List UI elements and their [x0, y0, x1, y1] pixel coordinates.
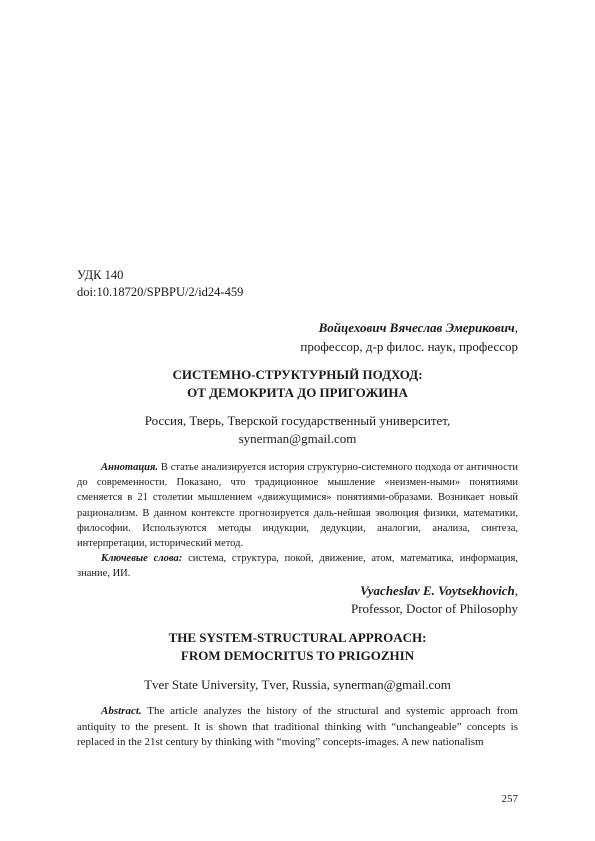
ru-affiliation: Россия, Тверь, Тверской государственный университет,: [144, 413, 451, 428]
udc-code: УДК 140: [77, 268, 124, 282]
ru-author-name: Войцехович Вячеслав Эмерикович: [318, 320, 515, 335]
ru-keywords-label: Ключевые слова:: [101, 553, 183, 565]
en-author-comma: ,: [514, 583, 518, 598]
en-affiliation: Tver State University, Tver, Russia, synerman@gmail.com: [144, 677, 451, 692]
doi: doi:10.18720/SPBPU/2/id24-459: [77, 285, 244, 299]
en-author-position: Professor, Doctor of Philosophy: [350, 601, 518, 616]
en-title-line-2: FROM DEMOCRITUS TO PRIGOZHIN: [180, 648, 415, 663]
ru-author-position: профессор, д-р филос. наук, профессор: [300, 339, 518, 354]
en-abstract-text: The article analyzes the history of the structural and systemic approach from antiquity to the present. It is shown that traditional thinking with “unchangeable” concepts is replaced in the 21st century by thinking with “moving” concepts-images. A new nationalism: [77, 705, 518, 749]
ru-abstract-text: В статье анализируется история структурно-системного подхода от античности до современности. Показано, что традиционное мышление «неизмен-ными» понятиями сменяется в 21 столетии мышлением «движущимися» понятиями-образами. Возникает новый рационализм. В данном контексте прогнозируется даль-нейшая эволюция физики, математики, философии. Используются методы индукции, дедукции, аналогии, анализа, синтеза, интерпретации, исторический метод.: [77, 462, 519, 550]
ru-abstract-block: [77, 460, 518, 582]
ru-title-line-1: СИСТЕМНО-СТРУКТУРНЫЙ ПОДХОД:: [172, 367, 423, 382]
ru-abstract-label: Аннотация.: [101, 462, 159, 473]
ru-email: synerman@gmail.com: [238, 431, 357, 446]
ru-author-comma: ,: [514, 320, 518, 335]
en-author: [360, 583, 518, 599]
ru-keywords-text: система, структура, покой, движение, атом, математика, информация, знание, ИИ.: [77, 553, 519, 580]
en-author-name: Vyacheslav E. Voytsekhovich: [360, 583, 515, 598]
en-abstract-block: [77, 704, 518, 751]
ru-author: [319, 320, 518, 336]
en-title-line-1: THE SYSTEM-STRUCTURAL APPROACH:: [168, 630, 427, 645]
page-number: 257: [501, 793, 518, 805]
en-abstract-label: Abstract.: [101, 705, 142, 717]
ru-abstract: [77, 460, 518, 551]
en-abstract: [77, 704, 518, 751]
ru-keywords: [77, 551, 518, 581]
ru-title-line-2: ОТ ДЕМОКРИТА ДО ПРИГОЖИНА: [187, 385, 408, 400]
